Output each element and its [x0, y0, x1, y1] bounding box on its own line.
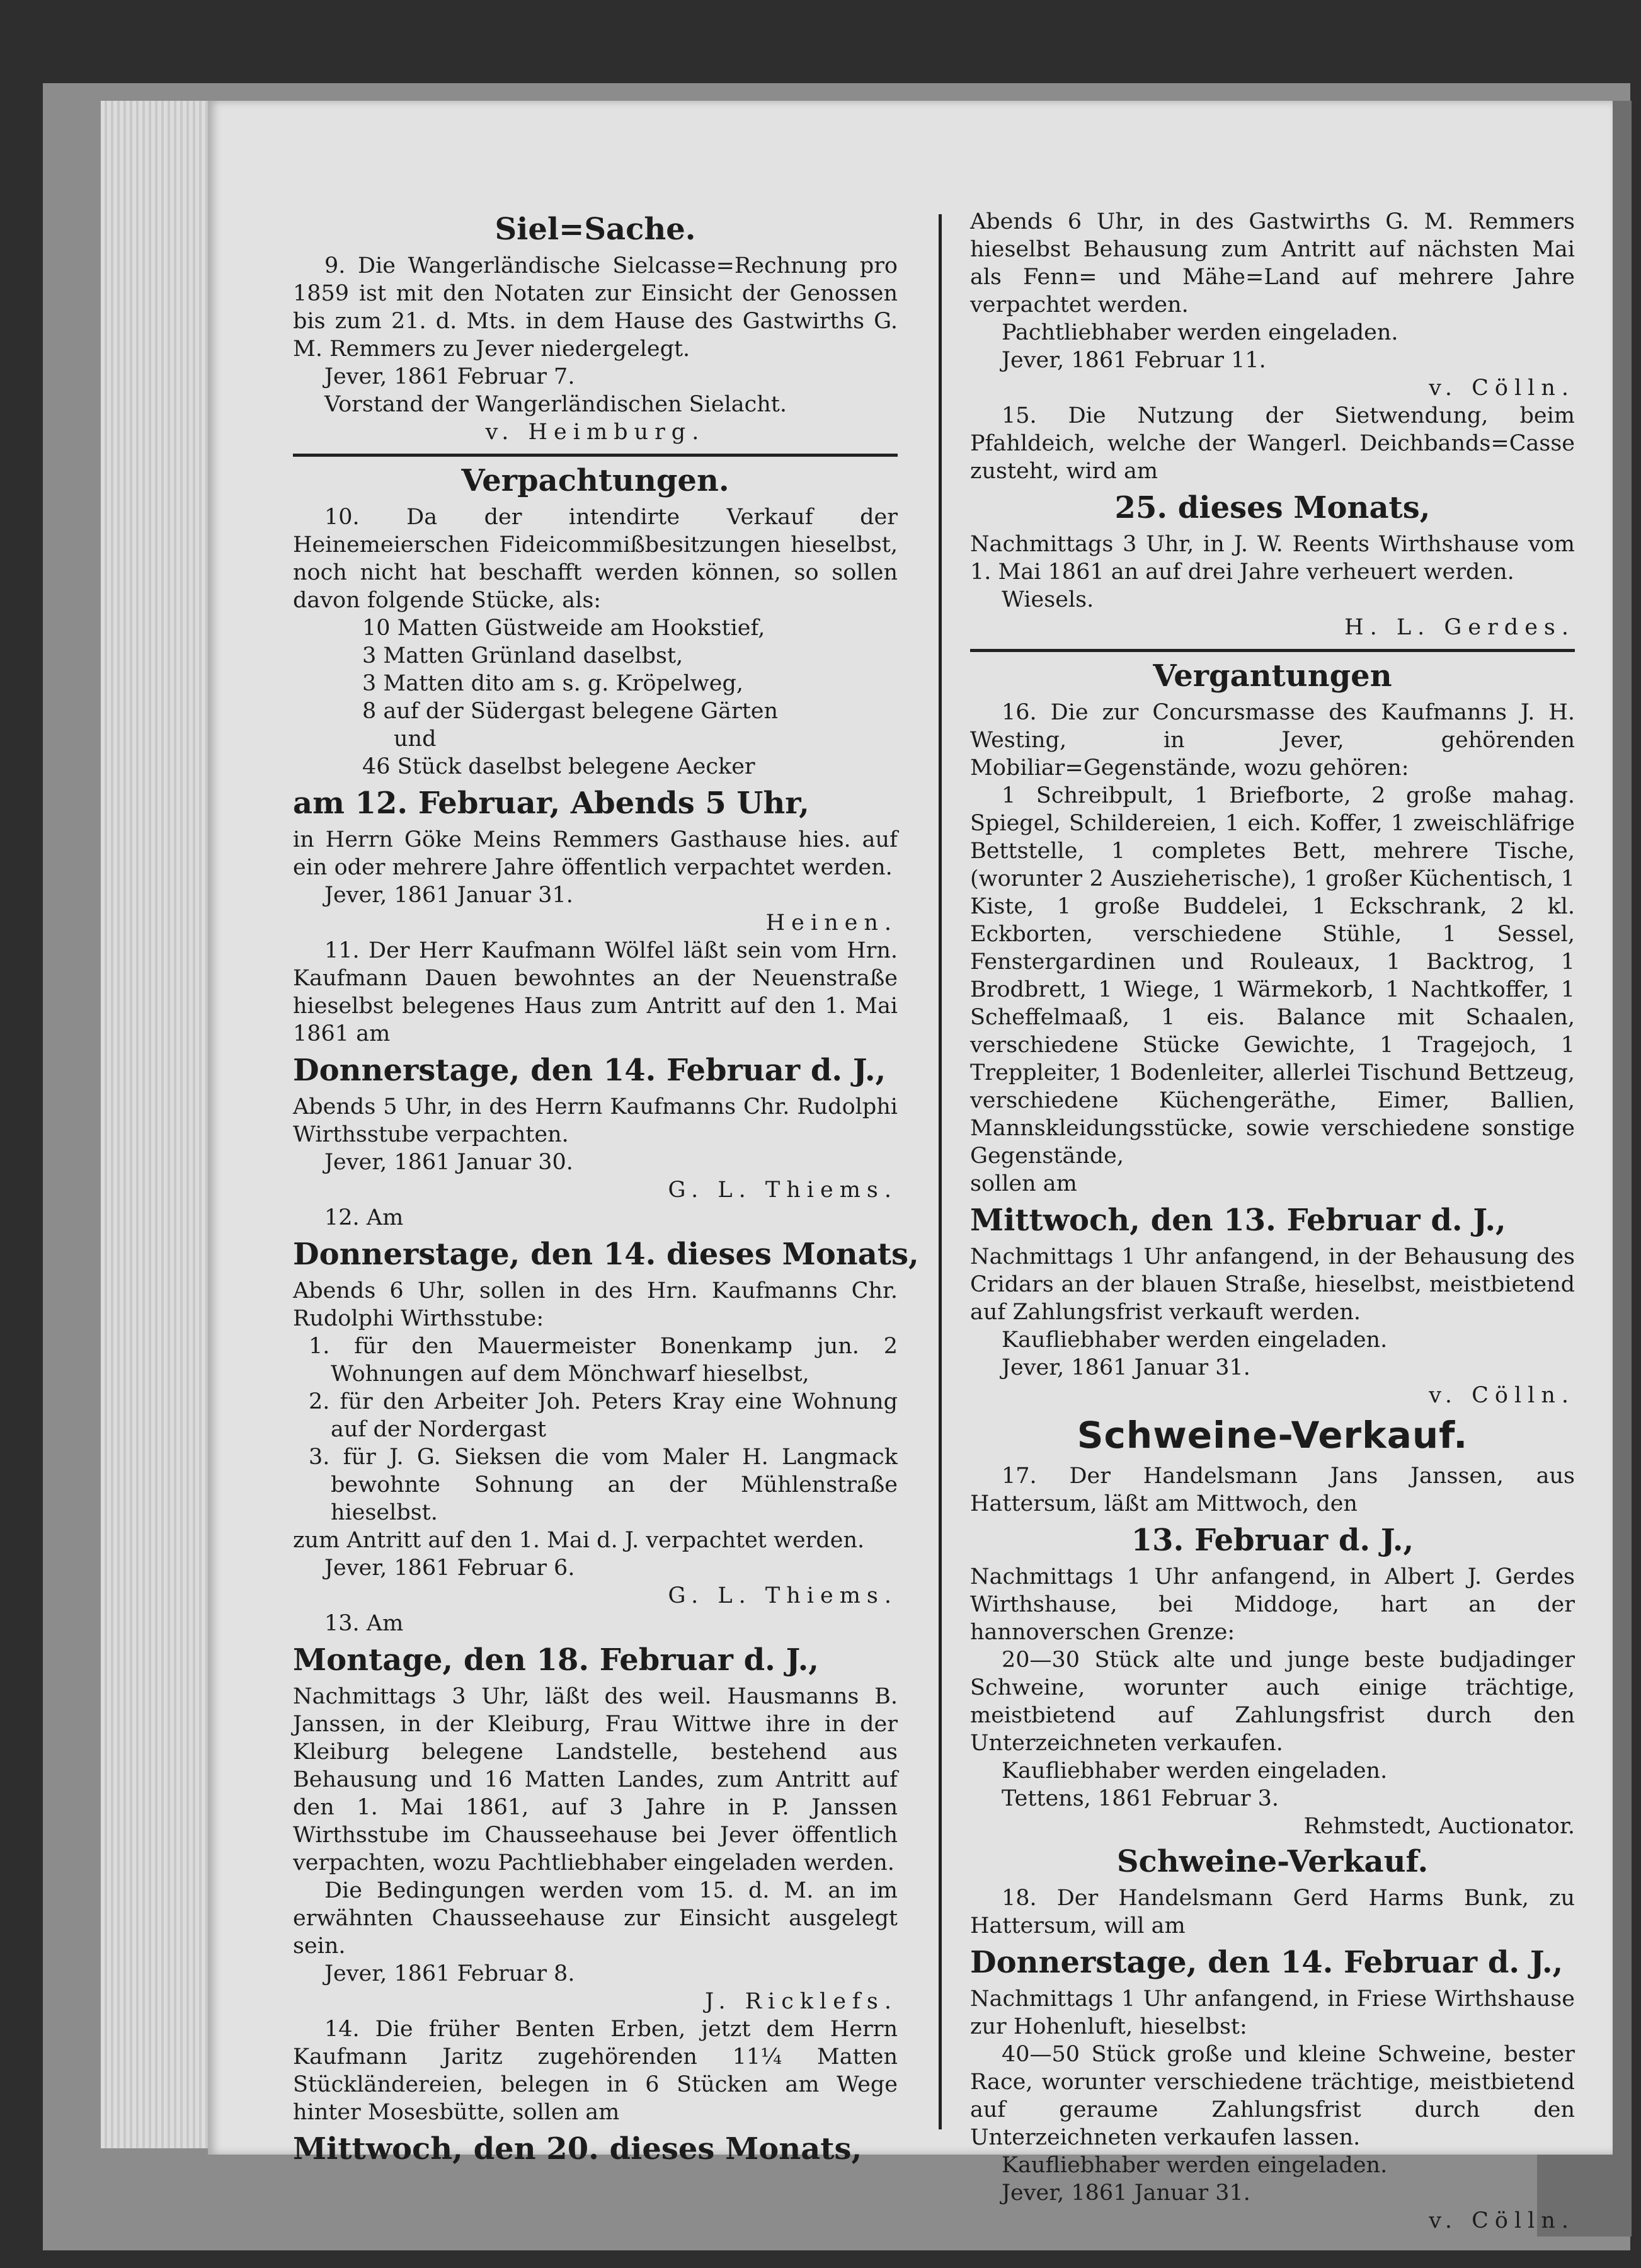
- notice-12-date: Donnerstage, den 14. dieses Monats,: [293, 1237, 919, 1272]
- notice-15-signature: H. L. Gerdes.: [1344, 615, 1575, 640]
- notice-10-signature: Heinen.: [765, 910, 898, 936]
- notice-18-date: Donnerstage, den 14. Februar d. J.,: [970, 1945, 1564, 1980]
- notice-9-board: Vorstand der Wangerländischen Sielacht.: [324, 392, 787, 417]
- notice-10-place: Jever, 1861 Januar 31.: [324, 883, 573, 908]
- section-rule: [293, 454, 898, 457]
- notice-17-text: 17. Der Handelsmann Jans Janssen, aus Hattersum, läßt am Mittwoch, den: [970, 1463, 1575, 1516]
- column-divider: [939, 214, 942, 2129]
- section-title-vergantungen: Vergantungen: [1153, 658, 1392, 694]
- notice-15-text: 15. Die Nutzung der Sietwendung, beim Pfahldeich, welche der Wangerl. Deichbands=Casse zusteht, wird am: [970, 403, 1575, 484]
- notice-18-place: Jever, 1861 Januar 31.: [1002, 2180, 1250, 2206]
- section-title-schweine-2: Schweine-Verkauf.: [1116, 1844, 1429, 1879]
- page-stack-edges: [101, 101, 220, 2148]
- notice-10-text-2: in Herrn Göke Meins Remmers Gasthause hies. auf ein oder mehrere Jahre öffentlich verpachtet werden.: [293, 827, 898, 880]
- notice-13-place: Jever, 1861 Februar 8.: [324, 1961, 575, 1986]
- notice-12-intro: 12. Am: [324, 1205, 404, 1230]
- notice-15-text-2: Nachmittags 3 Uhr, in J. W. Reents Wirthshause vom 1. Mai 1861 an auf drei Jahre verheuert werden.: [970, 532, 1575, 585]
- list-item: 3 Matten Grünland daselbst,: [362, 643, 683, 668]
- notice-14-place: Jever, 1861 Februar 11.: [1002, 348, 1266, 373]
- notice-18-invite: Kaufliebhaber werden eingeladen.: [1002, 2153, 1388, 2178]
- notice-12-signature: G. L. Thiems.: [668, 1583, 898, 1608]
- list-item: 3 Matten dito am s. g. Kröpelweg,: [362, 671, 743, 696]
- notice-13-text: Nachmittags 3 Uhr, läßt des weil. Hausmanns B. Janssen, in der Kleiburg, Frau Wittwe ihre in der Kleiburg belegene Landstelle, bestehend aus Behausung und 16 Matten Landes, zum Antritt auf den 1. Mai 1861, auf 3 Jahre in P. Janssen Wirthsstube im Chausseehause bei Jever öffentlich verpachten, wozu Pachtliebhaber eingeladen werden.: [293, 1684, 898, 1876]
- notice-16-place: Jever, 1861 Januar 31.: [1002, 1355, 1250, 1380]
- right-column: [970, 208, 1575, 2235]
- notice-17-text-2: Nachmittags 1 Uhr anfangend, in Albert J. Gerdes Wirthshause, bei Middoge, hart an der hannoverschen Grenze:: [970, 1564, 1575, 1645]
- notice-17-invite: Kaufliebhaber werden eingeladen.: [1002, 1758, 1388, 1784]
- notice-15-place: Wiesels.: [1002, 587, 1094, 612]
- list-item: 46 Stück daselbst belegene Aecker: [362, 754, 755, 779]
- notice-17-place: Tettens, 1861 Februar 3.: [1002, 1786, 1279, 1811]
- notice-12-place: Jever, 1861 Februar 6.: [324, 1555, 575, 1581]
- notice-11-place: Jever, 1861 Januar 30.: [324, 1150, 573, 1175]
- notice-12-text-2: zum Antritt auf den 1. Mai d. J. verpachtet werden.: [293, 1528, 865, 1553]
- notice-17-items: 20—30 Stück alte und junge beste budjadinger Schweine, worunter auch einige trächtige, meistbietend auf Zahlungsfrist durch den Unterzeichneten verkaufen.: [970, 1647, 1575, 1756]
- section-rule: [970, 649, 1575, 652]
- list-item: 3. für J. G. Sieksen die vom Maler H. Langmack bewohnte Sohnung an der Mühlenstraße hieselbst.: [309, 1445, 898, 1525]
- notice-16-invite: Kaufliebhaber werden eingeladen.: [1002, 1327, 1388, 1353]
- notice-11-text: 11. Der Herr Kaufmann Wölfel läßt sein vom Hrn. Kaufmann Dauen bewohntes an der Neuenstraße hieselbst belegenes Haus zum Antritt auf den 1. Mai 1861 am: [293, 938, 898, 1046]
- notice-13-signature: J. Ricklefs.: [705, 1989, 898, 2014]
- notice-10-text: 10. Da der intendirte Verkauf der Heinemeierschen Fideicommißbesitzungen hieselbst, noch nicht hat beschafft werden können, so sollen davon folgende Stücke, als:: [293, 505, 898, 613]
- notice-14-invite: Pachtliebhaber werden eingeladen.: [1002, 320, 1398, 345]
- notice-18-signature: v. Cölln.: [1429, 2208, 1575, 2233]
- notice-17-date: 13. Februar d. J.,: [1131, 1523, 1414, 1558]
- notice-14-continued: Abends 6 Uhr, in des Gastwirths G. M. Remmers hieselbst Behausung zum Antritt auf nächsten Mai als Fenn= und Mähe=Land auf mehrere Jahre verpachtet werden.: [970, 209, 1575, 318]
- section-title-siel: Siel=Sache.: [495, 212, 696, 247]
- list-item: und: [394, 726, 437, 752]
- notice-14-text: 14. Die früher Benten Erben, jetzt dem Herrn Kaufmann Jaritz zugehörenden 11¼ Matten Stückländereien, belegen in 6 Stücken am Wege hinter Mosesbütte, sollen am: [293, 2017, 898, 2125]
- notice-13-text-2: Die Bedingungen werden vom 15. d. M. an im erwähnten Chausseehause zur Einsicht ausgelegt sein.: [293, 1878, 898, 1959]
- notice-13-date: Montage, den 18. Februar d. J.,: [293, 1642, 820, 1678]
- notice-16-text-2: Nachmittags 1 Uhr anfangend, in der Behausung des Cridars an der blauen Straße, hieselbst, meistbietend auf Zahlungsfrist verkauft werden.: [970, 1244, 1575, 1325]
- notice-16-date: Mittwoch, den 13. Februar d. J.,: [970, 1203, 1506, 1238]
- notice-18-text: 18. Der Handelsmann Gerd Harms Bunk, zu Hattersum, will am: [970, 1886, 1575, 1939]
- notice-18-text-2: Nachmittags 1 Uhr anfangend, in Friese Wirthshause zur Hohenluft, hieselbst:: [970, 1986, 1575, 2039]
- notice-17-signature: Rehmstedt, Auctionator.: [1303, 1814, 1575, 1839]
- notice-9-date: Jever, 1861 Februar 7.: [324, 364, 575, 389]
- notice-14-signature: v. Cölln.: [1429, 375, 1575, 401]
- notice-16-text: 16. Die zur Concursmasse des Kaufmanns J. H. Westing, in Jever, gehörenden Mobiliar=Gegenstände, wozu gehören:: [970, 700, 1575, 781]
- section-title-schweine-1: Schweine-Verkauf.: [1077, 1414, 1468, 1457]
- notice-11-signature: G. L. Thiems.: [668, 1177, 898, 1203]
- list-item: 1. für den Mauermeister Bonenkamp jun. 2 Wohnungen auf dem Mönchwarf hieselbst,: [309, 1334, 898, 1387]
- section-title-verpachtungen: Verpachtungen.: [461, 463, 729, 498]
- list-item: 10 Matten Güstweide am Hookstief,: [362, 616, 765, 641]
- notice-16-signature: v. Cölln.: [1429, 1383, 1575, 1408]
- notice-14-date: Mittwoch, den 20. dieses Monats,: [293, 2131, 862, 2167]
- notice-10-date: am 12. Februar, Abends 5 Uhr,: [293, 786, 809, 821]
- notice-11-date: Donnerstage, den 14. Februar d. J.,: [293, 1053, 886, 1088]
- notice-16-items: 1 Schreibpult, 1 Briefborte, 2 große mahag. Spiegel, Schildereien, 1 eich. Koffer, 1 zweischläfrige Bettstelle, 1 completes Bett, mehrere Tische, (worunter 2 Auszieheтische), 1 großer Küchentisch, 1 Kiste, 1 große Buddelei, 1 Eckschrank, 2 kl. Eckborten, verschiedene Stühle, 1 Sessel, Fenstergardinen und Rouleaux, 1 Backtrog, 1 Brodbrett, 1 Wiege, 1 Wärmekorb, 1 Nachtkoffer, 1 Scheffelmaaß, 1 eis. Balance mit Schaalen, verschiedene Stücke Gewichte, 1 Tragejoch, 1 Treppleiter, 1 Bodenleiter, allerlei Tischund Bettzeug, verschiedene Küchengeräthe, Eimer, Ballien, Mannskleidungsstücke, sowie verschiedene sonstige Gegenstände,: [970, 783, 1575, 1169]
- notice-18-items: 40—50 Stück große und kleine Schweine, bester Race, worunter verschiedene trächtige, meistbietend auf geraume Zahlungsfrist durch den Unterzeichneten verkaufen lassen.: [970, 2042, 1575, 2150]
- left-column: [293, 208, 919, 2172]
- list-item: 8 auf der Südergast belegene Gärten: [362, 699, 779, 724]
- notice-16-sollen: sollen am: [970, 1171, 1077, 1196]
- notice-9-signature: v. Heimburg.: [485, 420, 706, 445]
- list-item: 2. für den Arbeiter Joh. Peters Kray eine Wohnung auf der Nordergast: [309, 1389, 898, 1442]
- notice-12-text: Abends 6 Uhr, sollen in des Hrn. Kaufmanns Chr. Rudolphi Wirthsstube:: [293, 1278, 898, 1331]
- notice-9-text: 9. Die Wangerländische Sielcasse=Rechnung pro 1859 ist mit den Notaten zur Einsicht der Genossen bis zum 21. d. Mts. in dem Hause des Gastwirths G. M. Remmers zu Jever niedergelegt.: [293, 253, 898, 362]
- notice-13-intro: 13. Am: [324, 1611, 404, 1636]
- notice-15-date: 25. dieses Monats,: [1114, 490, 1431, 525]
- notice-11-text-2: Abends 5 Uhr, in des Herrn Kaufmanns Chr. Rudolphi Wirthsstube verpachten.: [293, 1094, 898, 1147]
